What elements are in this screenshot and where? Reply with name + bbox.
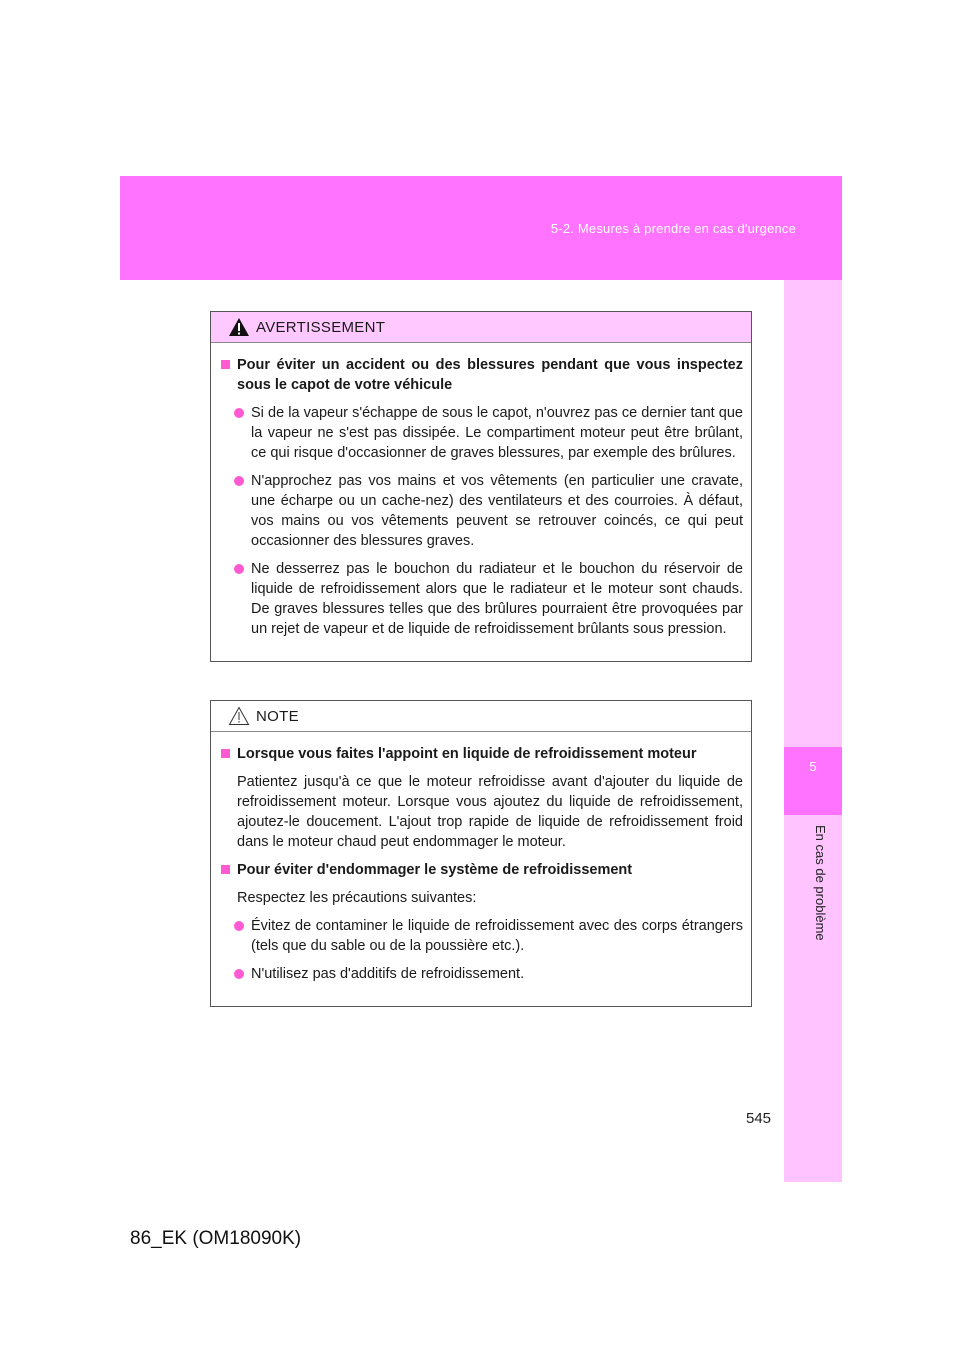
section-title: 5-2. Mesures à prendre en cas d'urgence bbox=[550, 221, 796, 236]
note-box-body bbox=[211, 732, 751, 1006]
note-box-header bbox=[211, 701, 751, 732]
note-section-heading: Lorsque vous faites l'appoint en liquide de refroidissement moteur bbox=[219, 744, 743, 764]
chapter-side-tab bbox=[784, 280, 842, 1182]
warning-section-heading: Pour éviter un accident ou des blessures pendant que vous inspectez sous le capot de votre véhicule bbox=[219, 355, 743, 395]
chapter-number-box bbox=[784, 747, 842, 815]
warning-box-title: AVERTISSEMENT bbox=[256, 318, 386, 336]
warning-triangle-icon bbox=[228, 317, 250, 337]
warning-bullet: Si de la vapeur s'échappe de sous le capot, n'ouvrez pas ce dernier tant que la vapeur ne s'est pas dissipée. Le compartiment moteur peut être brûlant, ce qui risque d'occasionner de graves blessures, par exemple des brûlures. bbox=[219, 403, 743, 463]
round-bullet-icon bbox=[234, 564, 244, 574]
round-bullet-icon bbox=[234, 921, 244, 931]
square-bullet-icon bbox=[221, 865, 230, 874]
note-box-title: NOTE bbox=[256, 707, 299, 725]
warning-box bbox=[210, 311, 752, 662]
round-bullet-icon bbox=[234, 969, 244, 979]
chapter-number: 5 bbox=[809, 759, 817, 774]
caution-triangle-icon bbox=[228, 706, 250, 726]
note-section-heading: Pour éviter d'endommager le système de refroidissement bbox=[219, 860, 743, 880]
note-bullet: N'utilisez pas d'additifs de refroidissement. bbox=[219, 964, 743, 984]
page-number: 545 bbox=[746, 1110, 772, 1127]
header-band bbox=[120, 176, 842, 280]
warning-box-body bbox=[211, 343, 751, 661]
document-code: 86_EK (OM18090K) bbox=[130, 1228, 302, 1249]
round-bullet-icon bbox=[234, 408, 244, 418]
chapter-title: En cas de problème bbox=[813, 825, 828, 941]
round-bullet-icon bbox=[234, 476, 244, 486]
square-bullet-icon bbox=[221, 360, 230, 369]
note-paragraph: Respectez les précautions suivantes: bbox=[237, 890, 477, 906]
note-paragraph: Patientez jusqu'à ce que le moteur refroidisse avant d'ajouter du liquide de refroidissement moteur. Lorsque vous ajoutez du liquide de refroidissement, ajoutez-le doucement. L'ajout trop rapide de liquide de refroidissement froid dans le moteur chaud peut endommager le moteur. bbox=[237, 774, 743, 850]
warning-bullet: Ne desserrez pas le bouchon du radiateur et le bouchon du réservoir de liquide de refroidissement alors que le radiateur et le moteur sont chauds. De graves blessures telles que des brûlures pourraient être provoquées par un rejet de vapeur et de liquide de refroidissement brûlants sous pression. bbox=[219, 559, 743, 639]
note-box bbox=[210, 700, 752, 1007]
warning-box-header bbox=[211, 312, 751, 343]
square-bullet-icon bbox=[221, 749, 230, 758]
warning-bullet: N'approchez pas vos mains et vos vêtements (en particulier une cravate, une écharpe ou un cache-nez) des ventilateurs et des courroies. À défaut, vos mains ou vos vêtements peuvent se retrouver coincés, ce qui peut occasionner des blessures graves. bbox=[219, 471, 743, 551]
note-bullet: Évitez de contaminer le liquide de refroidissement avec des corps étrangers (tels que du sable ou de la poussière etc.). bbox=[219, 916, 743, 956]
